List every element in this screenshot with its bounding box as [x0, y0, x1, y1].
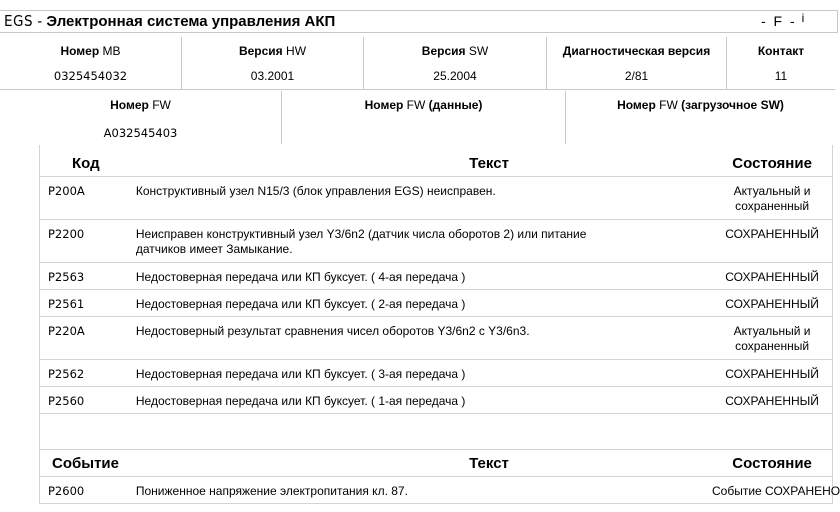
title-separator: - — [33, 13, 47, 30]
title-bar — [0, 10, 838, 33]
fault-text: Неисправен конструктивный узел Y3/6n2 (датчик числа оборотов 2) или питание датчиков имеет Замыкание. — [135, 227, 587, 256]
fault-text: Недостоверная передача или КП буксует. ( 3-ая передача ) — [135, 367, 466, 381]
fault-state: Актуальный и сохраненный — [733, 184, 811, 213]
fault-text: Недостоверная передача или КП буксует. ( 4-ая передача ) — [135, 270, 466, 284]
mode-indicator — [761, 8, 804, 32]
fault-code: P2563 — [48, 270, 85, 284]
fault-code: P2561 — [48, 297, 85, 311]
info-cell-diag-version: Диагностическая версия 2/81 — [547, 37, 727, 89]
fault-state: СОХРАНЕННЫЙ — [725, 367, 819, 381]
table-row[interactable] — [40, 290, 832, 317]
events-table — [39, 450, 840, 504]
fault-text: Недостоверная передача или КП буксует. ( 1-ая передача ) — [135, 394, 466, 408]
table-row[interactable] — [40, 220, 832, 263]
fault-codes-table — [39, 145, 833, 414]
info-cell-fw-number: Номер FW A032545403 — [0, 91, 282, 144]
table-row[interactable] — [40, 387, 832, 414]
contact-value: 11 — [774, 69, 788, 83]
event-code: P2600 — [48, 484, 85, 498]
fault-code: P2560 — [48, 394, 85, 408]
mode-label: - F - — [761, 13, 797, 29]
table-row[interactable] — [40, 177, 832, 220]
fault-text: Конструктивный узел N15/3 (блок управления EGS) неисправен. — [135, 184, 496, 198]
fault-state: СОХРАНЕННЫЙ — [725, 270, 819, 284]
header-text: Текст — [469, 455, 509, 472]
mb-number-value: 0325454032 — [53, 69, 128, 83]
ecu-info-row-1 — [0, 37, 835, 90]
table-row[interactable] — [40, 360, 832, 387]
ecu-info-row-2 — [0, 91, 835, 144]
header-state: Состояние — [732, 155, 812, 172]
page-title: Электронная система управления АКП — [46, 13, 336, 30]
fault-state: Актуальный и сохраненный — [733, 324, 811, 353]
header-state: Состояние — [732, 455, 812, 472]
info-cell-fw-data: Номер FW (данные) — [282, 91, 566, 144]
info-icon[interactable]: i — [801, 11, 805, 25]
info-cell-mb-number: Номер MB 0325454032 — [0, 37, 182, 89]
table-header — [40, 145, 832, 177]
fw-number-value: A032545403 — [103, 126, 178, 140]
fault-code: P2200 — [48, 227, 85, 241]
table-spacer — [39, 412, 833, 450]
info-cell-sw-version: Версия SW 25.2004 — [364, 37, 547, 89]
table-header — [40, 450, 832, 477]
fault-text: Недостоверный результат сравнения чисел оборотов Y3/6n2 с Y3/6n3. — [135, 324, 530, 338]
table-row[interactable] — [40, 317, 832, 360]
header-text: Текст — [469, 155, 509, 172]
table-row[interactable] — [40, 477, 840, 504]
table-row[interactable] — [40, 263, 832, 290]
hw-version-value: 03.2001 — [250, 69, 295, 83]
sw-version-value: 25.2004 — [433, 69, 477, 83]
system-code: EGS — [4, 12, 34, 30]
fault-state: СОХРАНЕННЫЙ — [725, 394, 819, 408]
fault-code: P2562 — [48, 367, 85, 381]
diag-version-value: 2/81 — [624, 69, 649, 83]
info-cell-fw-boot-sw: Номер FW (загрузочное SW) — [617, 98, 784, 112]
fault-text: Недостоверная передача или КП буксует. ( 2-ая передача ) — [135, 297, 466, 311]
header-event: Событие — [52, 455, 119, 472]
fault-code: P220A — [48, 324, 85, 338]
event-text: Пониженное напряжение электропитания кл. 87. — [135, 484, 408, 498]
fault-state: СОХРАНЕННЫЙ — [725, 297, 819, 311]
info-cell-contact: Контакт 11 — [727, 37, 835, 89]
header-code: Код — [72, 155, 100, 172]
fault-code: P200A — [48, 184, 85, 198]
event-state: Событие СОХРАНЕНО — [712, 484, 840, 498]
fault-state: СОХРАНЕННЫЙ — [725, 227, 819, 241]
info-cell-hw-version: Версия HW 03.2001 — [182, 37, 364, 89]
